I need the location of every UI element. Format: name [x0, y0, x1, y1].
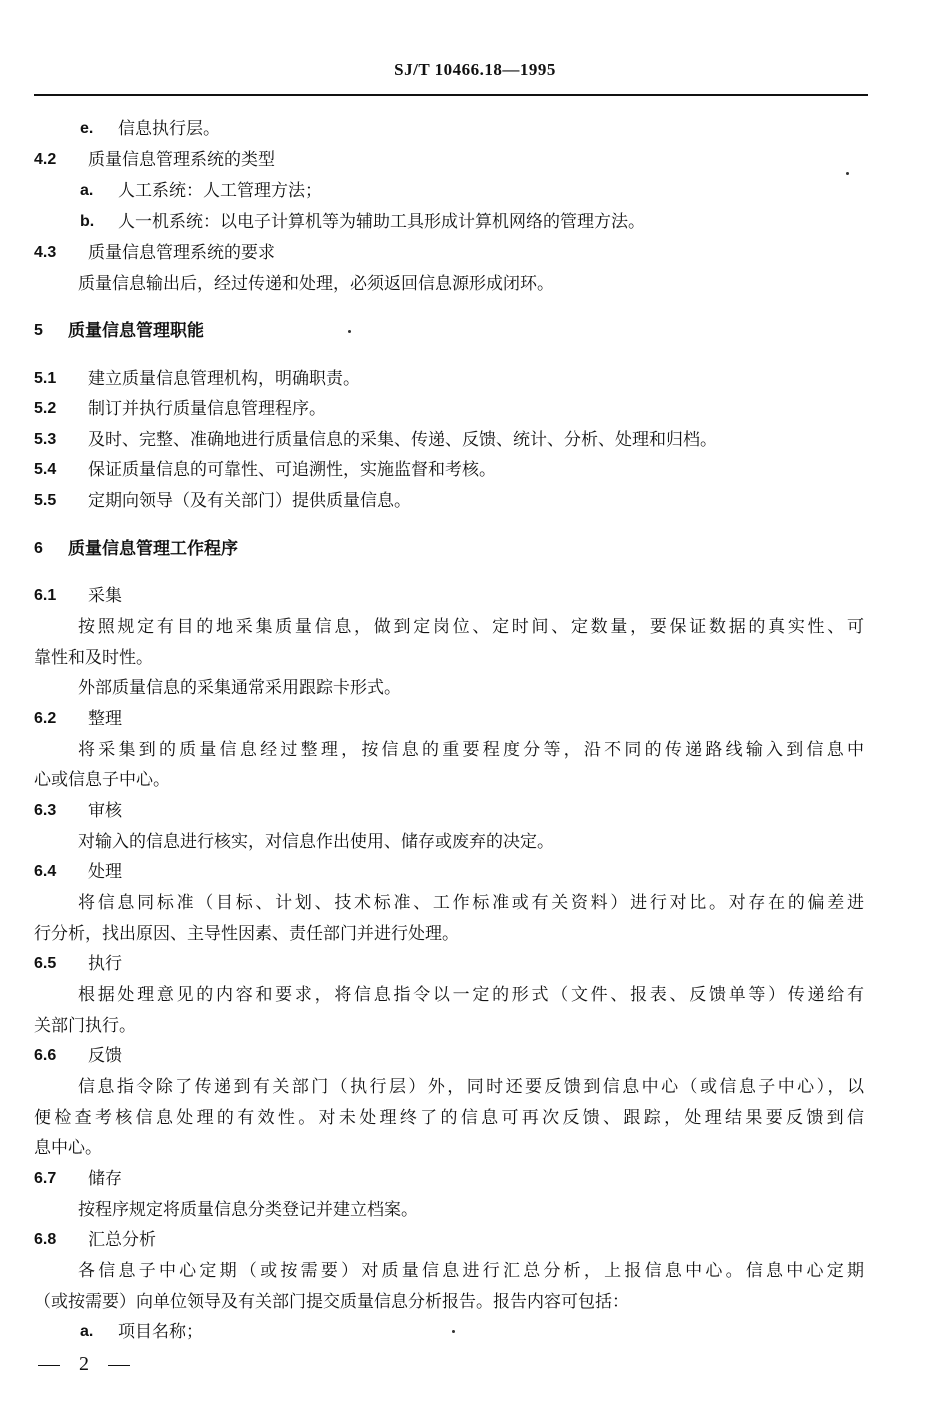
dash-left — [38, 1365, 60, 1366]
list-item-text: 项目名称； — [118, 1322, 203, 1342]
page-number — [38, 1353, 130, 1376]
clause-number: 6.8 — [34, 1231, 57, 1248]
dash-right — [108, 1365, 130, 1366]
clause-heading: 执行 — [88, 954, 122, 974]
section-number: 5 — [34, 322, 43, 339]
paragraph-text: 质量信息输出后，经过传递和处理，必须返回信息源形成闭环。 — [78, 274, 554, 294]
clause-heading: 采集 — [88, 586, 122, 606]
clause-number: 4.2 — [34, 151, 57, 168]
clause-text: 保证质量信息的可靠性、可追溯性，实施监督和考核。 — [88, 460, 496, 480]
clause-heading: 反馈 — [88, 1046, 122, 1066]
paragraph-line: 按照规定有目的地采集质量信息，做到定岗位、定时间、定数量，要保证数据的真实性、可 — [78, 617, 864, 637]
clause-heading: 整理 — [88, 709, 122, 729]
clause-heading: 汇总分析 — [88, 1230, 156, 1250]
item-label: a. — [80, 182, 94, 199]
clause-number: 5.5 — [34, 492, 57, 509]
scan-speck — [846, 172, 849, 175]
clause-number: 6.7 — [34, 1170, 57, 1187]
list-item-text: 人一机系统：以电子计算机等为辅助工具形成计算机网络的管理方法。 — [118, 212, 645, 232]
section-heading: 质量信息管理工作程序 — [68, 539, 238, 559]
paragraph-line: 靠性和及时性。 — [34, 648, 153, 668]
clause-text: 定期向领导（及有关部门）提供质量信息。 — [88, 491, 411, 511]
clause-number: 5.1 — [34, 370, 57, 387]
paragraph-text: 对输入的信息进行核实，对信息作出使用、储存或废弃的决定。 — [78, 832, 554, 852]
standard-number-header: SJ/T 10466.18—1995 — [394, 60, 556, 79]
section-heading: 质量信息管理职能 — [68, 321, 204, 341]
paragraph-text: 外部质量信息的采集通常采用跟踪卡形式。 — [78, 678, 401, 698]
clause-number: 6.1 — [34, 587, 57, 604]
paragraph-line: 各信息子中心定期（或按需要）对质量信息进行汇总分析，上报信息中心。信息中心定期 — [78, 1261, 864, 1281]
paragraph-line: 根据处理意见的内容和要求，将信息指令以一定的形式（文件、报表、反馈单等）传递给有 — [78, 985, 864, 1005]
item-label: b. — [80, 213, 95, 230]
paragraph-line: 关部门执行。 — [34, 1016, 136, 1036]
clause-number: 6.4 — [34, 863, 57, 880]
paragraph-line: 将信息同标准（目标、计划、技术标准、工作标准或有关资料）进行对比。对存在的偏差进 — [78, 893, 864, 913]
clause-text: 及时、完整、准确地进行质量信息的采集、传递、反馈、统计、分析、处理和归档。 — [88, 430, 717, 450]
clause-number: 4.3 — [34, 244, 57, 261]
clause-heading: 质量信息管理系统的要求 — [88, 243, 275, 263]
clause-number: 6.2 — [34, 710, 57, 727]
list-item-text: 人工系统：人工管理方法； — [118, 181, 322, 201]
clause-heading: 处理 — [88, 862, 122, 882]
paragraph-line: 息中心。 — [34, 1138, 102, 1158]
scan-speck — [452, 1330, 455, 1333]
clause-heading: 储存 — [88, 1169, 122, 1189]
paragraph-line: 行分析，找出原因、主导性因素、责任部门并进行处理。 — [34, 924, 459, 944]
paragraph-line: 信息指令除了传递到有关部门（执行层）外，同时还要反馈到信息中心（或信息子中心），以 — [78, 1077, 864, 1097]
section-number: 6 — [34, 540, 43, 557]
clause-number: 6.5 — [34, 955, 57, 972]
clause-number: 6.6 — [34, 1047, 57, 1064]
clause-text: 制订并执行质量信息管理程序。 — [88, 399, 326, 419]
clause-number: 6.3 — [34, 802, 57, 819]
paragraph-line: （或按需要）向单位领导及有关部门提交质量信息分析报告。报告内容可包括： — [34, 1292, 629, 1312]
clause-number: 5.3 — [34, 431, 57, 448]
paragraph-text: 按程序规定将质量信息分类登记并建立档案。 — [78, 1200, 418, 1220]
scan-speck — [348, 330, 351, 333]
clause-heading: 质量信息管理系统的类型 — [88, 150, 275, 170]
clause-text: 建立质量信息管理机构，明确职责。 — [88, 369, 360, 389]
clause-number: 5.4 — [34, 461, 57, 478]
list-item-text: 信息执行层。 — [118, 119, 220, 139]
paragraph-line: 便检查考核信息处理的有效性。对未处理终了的信息可再次反馈、跟踪，处理结果要反馈到信 — [34, 1108, 864, 1128]
item-label: e. — [80, 120, 94, 137]
header-rule — [34, 94, 868, 96]
clause-number: 5.2 — [34, 400, 57, 417]
page-number-value: 2 — [79, 1353, 89, 1375]
paragraph-line: 将采集到的质量信息经过整理，按信息的重要程度分等，沿不同的传递路线输入到信息中 — [78, 740, 864, 760]
item-label: a. — [80, 1323, 94, 1340]
paragraph-line: 心或信息子中心。 — [34, 770, 170, 790]
clause-heading: 审核 — [88, 801, 122, 821]
